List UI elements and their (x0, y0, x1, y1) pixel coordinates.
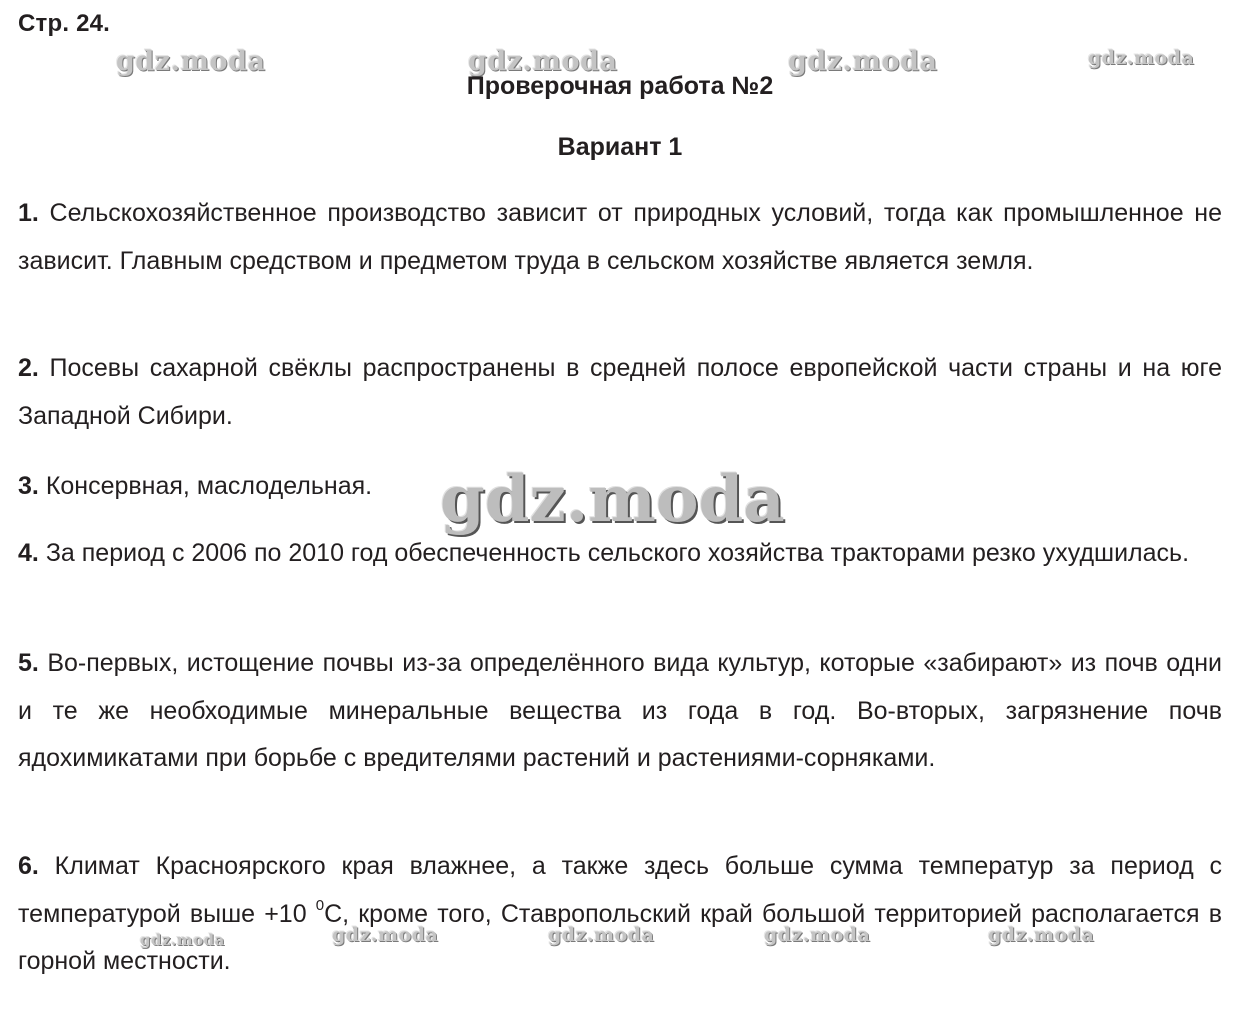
watermark: gdz.moda (988, 924, 1095, 946)
answer-number: 5. (18, 649, 39, 677)
answer-text: За период с 2006 по 2010 год обеспеченность сельского хозяйства тракторами резко ухудшилась. (45, 539, 1190, 567)
watermark: gdz.moda (140, 931, 225, 949)
answer-text: Сельскохозяйственное производство зависит от природных условий, тогда как промышленное не зависит. Главным средством и предметом труда в сельском хозяйстве является земля. (18, 199, 1222, 275)
page-title: Проверочная работа №2 (466, 72, 774, 100)
answer-text: Консервная, маслодельная. (45, 472, 373, 500)
answer-text-continued: С, кроме того, Ставропольский край большой территорией располагается в горной местности. (18, 899, 1222, 975)
watermark: gdz.moda (548, 924, 655, 946)
answer-item (18, 640, 1222, 783)
watermark: gdz.moda (764, 924, 871, 946)
answer-text: Посевы сахарной свёклы распространены в средней полосе европейской части страны и на юге Западной Сибири. (18, 354, 1222, 430)
watermark: gdz.moda (332, 924, 439, 946)
watermark: gdz.moda (440, 462, 785, 537)
answer-item (18, 345, 1222, 440)
watermark: gdz.moda (468, 46, 618, 77)
watermark: gdz.moda (116, 46, 266, 77)
answer-item (18, 843, 1222, 986)
answer-number: 3. (18, 472, 39, 500)
answer-text: Климат Красноярского края влажнее, а также здесь больше сумма температур за период с температурой выше +10 (18, 852, 1222, 928)
answer-number: 1. (18, 199, 39, 227)
answer-item (18, 530, 1222, 578)
answer-number: 6. (18, 852, 39, 880)
degree-superscript: 0 (315, 896, 325, 914)
watermark: gdz.moda (1088, 47, 1195, 69)
page-number: Стр. 24. (18, 10, 111, 37)
variant-title: Вариант 1 (557, 133, 683, 161)
watermark: gdz.moda (788, 46, 938, 77)
answer-number: 2. (18, 354, 39, 382)
answer-number: 4. (18, 539, 39, 567)
answer-item (18, 463, 372, 511)
answer-text: Во-первых, истощение почвы из-за определённого вида культур, которые «забирают» из почв одни и те же необходимые минеральные вещества из года в год. Во-вторых, загрязнение почв ядохимикатами при борьбе с вредителями растений и растениями-сорняками. (18, 649, 1222, 772)
answer-item (18, 190, 1222, 285)
